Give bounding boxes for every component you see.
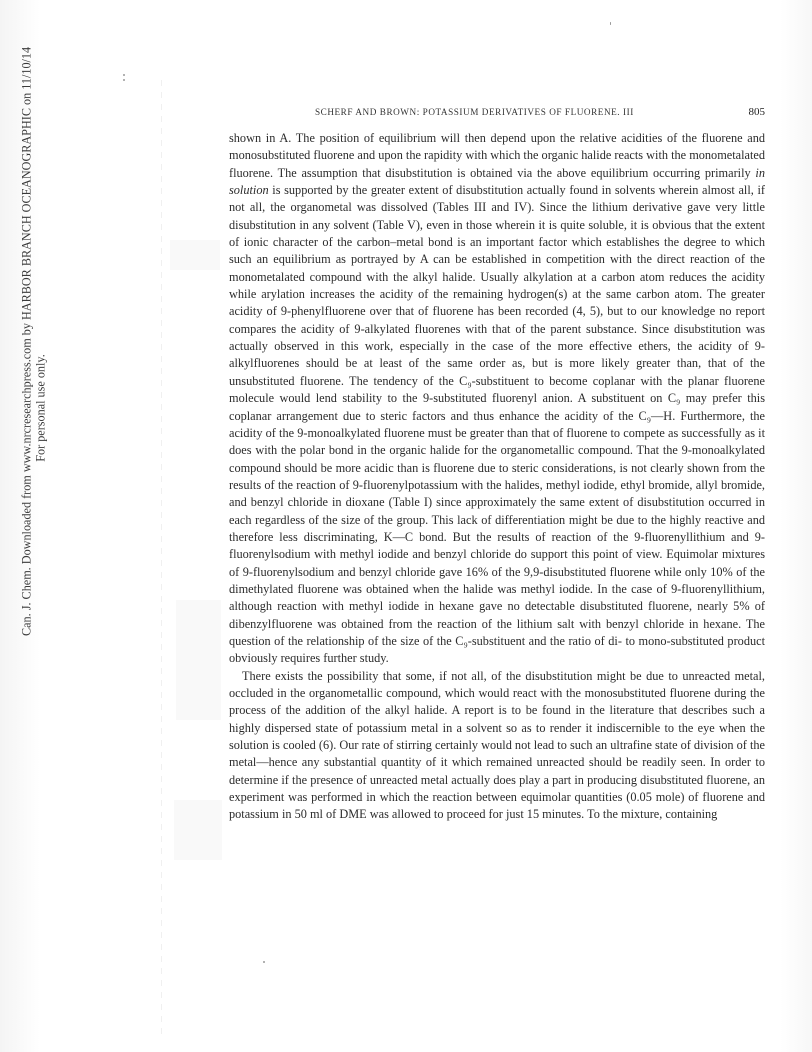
scan-speck [610, 22, 611, 25]
running-head [230, 107, 765, 123]
scan-blot [176, 600, 221, 720]
scan-speck [123, 79, 125, 81]
paragraph: There exists the possibility that some, if not all, of the disubstitution might be due to unreacted metal, occluded in the organometallic compound, which would react with the monosubstituted fluorene during the process of the addition of the alkyl halide. A report is to be found in the literature that describes such a highly dispersed state of potassium metal in a solvent so as to render it indiscernible to the eye when the solution is cooled (6). Our rate of stirring certainly would not lead to such an ultrafine state of division of the metal—hence any substantial quantity of it which remained unreacted should be readily seen. In order to determine if the presence of unreacted metal actually does play a part in producing disubstituted fluorene, an experiment was performed in which the reaction between equimolar quantities (0.05 mole) of fluorene and potassium in 50 ml of DME was allowed to proceed for just 15 minutes. To the mixture, containing [229, 668, 765, 822]
article-body [229, 130, 765, 824]
scan-blot [170, 240, 220, 270]
emphasis-text: in solution [229, 165, 765, 198]
paragraph-text: shown in A. The position of equilibrium will then depend upon the relative acidities of the fluorene and monosubstituted fluorene and upon the rapidity with which the organic halide reacts with the monometalated fluorene. The assumption that disubstitution is obtained via the above equilibrium occurring primarily [229, 131, 765, 180]
scan-speck [263, 961, 265, 963]
page-number: 805 [748, 106, 765, 118]
paragraph-text: is supported by the greater extent of disubstitution actually found in solvents wherein almost all, if not all, the organometal was dissolved (Tables III and IV). Since the lithium derivative gave very little disubstitution in any solvent (Table V), even in those wherein it is quite soluble, it is obvious that the extent of ionic character of the carbon–metal bond is an important factor which establishes the degree to which such an equilibrium as portrayed by A can be established in competition with the direct reaction of the monometalated compound with the alkyl halide. Usually alkylation at a carbon atom reduces the acidity while arylation increases the acidity of the remaining hydrogen(s) at the same carbon atom. The greater acidity of 9-phenylfluorene over that of fluorene has been recorded (4, 5), but to our knowledge no report compares the acidity of 9-alkylated fluorenes with that of the parent substance. Since disubstitution was actually observed in this work, especially in the case of the more effective ethers, the acidity of 9-alkylfluorenes should be at least of the same order as, but is more likely greater than, that of the unsubstituted fluorene. The tendency of the C₉-substituent to become coplanar with the planar fluorene molecule would lend stability to the 9-substituted fluorenyl anion. A substituent on C₉ may prefer this coplanar arrangement due to steric factors and thus enhance the acidity of the C₉—H. Furthermore, the acidity of the 9-monoalkylated fluorene must be greater than that of fluorene to compete as successfully as it does with the polar bond in the organic halide for the organometallic compound. That the 9-monoalkylated compound should be more acidic than is fluorene due to steric considerations, is not clearly shown from the results of the reaction of 9-fluorenylpotassium with the halides, methyl iodide, ethyl bromide, allyl bromide, and benzyl chloride in dioxane (Table I) since approximately the same extent of disubstitution occurred in each regardless of the size of the group. This lack of differentiation might be due to the highly reactive and therefore less discriminating, K—C bond. But the results of reaction of the 9-fluorenyllithium and 9-fluorenylsodium with methyl iodide and benzyl chloride do support this point of view. Equimolar mixtures of 9-fluorenylsodium and benzyl chloride gave 16% of the 9,9-disubstituted fluorene while only 10% of the dimethylated fluorene was obtained when the halide was methyl iodide. In the case of 9-fluorenyllithium, although reaction with methyl iodide in hexane gave no detectable disubstituted fluorene, nearly 5% of dibenzylfluorene was obtained from the reaction of the lithium salt with benzyl chloride in hexane. The question of the relationship of the size of the C₉-substituent and the ratio of di- to mono-substituted product obviously requires further study. [229, 183, 765, 666]
scan-blot [174, 800, 222, 860]
scan-speck [123, 74, 125, 76]
margin-shadow [161, 80, 162, 1040]
watermark-line-1: Can. J. Chem. Downloaded from www.nrcresearchpress.com by HARBOR BRANCH OCEANOGRAPHIC on 11/10/14 [19, 46, 34, 636]
paragraph [229, 130, 765, 668]
running-head-title: SCHERF AND BROWN: POTASSIUM DERIVATIVES OF FLUORENE. III [315, 107, 634, 117]
watermark-line-2: For personal use only. [33, 354, 47, 462]
download-watermark [6, 46, 62, 638]
